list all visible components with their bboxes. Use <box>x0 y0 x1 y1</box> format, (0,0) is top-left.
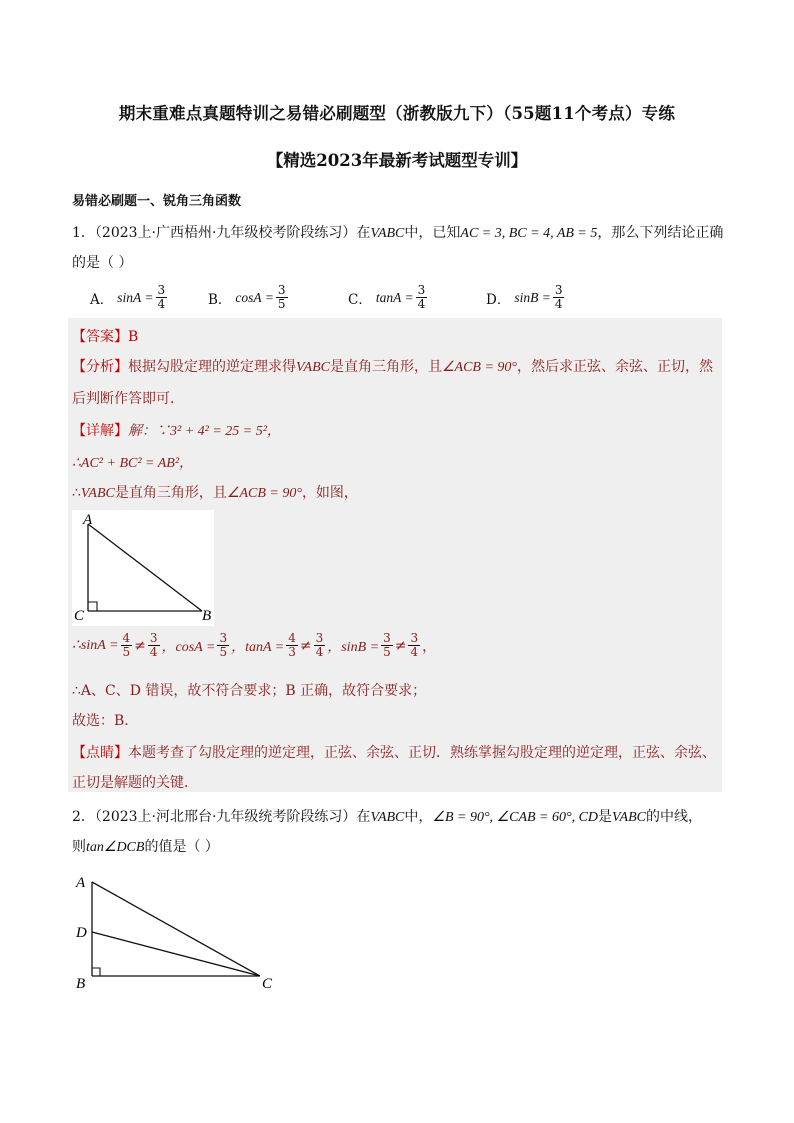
document-subtitle: 【精选2023年最新考试题型专训】 <box>266 151 528 170</box>
fraction: $\frac{3}{5}$ <box>277 283 286 311</box>
answer-line: 【答案】B <box>72 329 139 345</box>
detail-line-6: 故选：B． <box>72 713 139 729</box>
section-heading: 易错必刷题一、锐角三角函数 <box>72 194 242 209</box>
option-b[interactable]: B． cosA = $\frac{3}{5}$ <box>208 283 286 311</box>
vertex-b-label: B <box>202 608 212 624</box>
option-c[interactable]: C． tanA = $\frac{3}{4}$ <box>348 283 426 311</box>
vertex-a-label: A <box>83 512 93 528</box>
question-1-stem: 1．（2023上·广西梧州·九年级校考阶段练习）在VABC中，已知AC = 3, BC = 4, AB = 5，那么下列结论正确 <box>72 225 724 241</box>
vertex-c-label: C <box>262 976 273 992</box>
vertex-b-label: B <box>76 976 86 992</box>
detail-line-5: ∴A、C、D 错误，故不符合要求；B 正确，故符合要求； <box>72 683 427 699</box>
detail-line-2: ∴AC² + BC² = AB²， <box>72 456 194 471</box>
vertex-c-label: C <box>74 608 85 624</box>
option-a[interactable]: A． sinA = $\frac{3}{4}$ <box>90 283 166 311</box>
question-1-stem-line2: 的是（ ） <box>72 255 133 271</box>
detail-line-1: 【详解】解：∵3² + 4² = 25 = 5²， <box>72 423 281 439</box>
comment-line-1: 【点睛】本题考查了勾股定理的逆定理，正弦、余弦、正切．熟练掌握勾股定理的逆定理，正弦、余弦、 <box>72 745 716 761</box>
fraction: $\frac{3}{4}$ <box>157 283 166 311</box>
analysis-line-2: 后判断作答即可． <box>72 391 184 407</box>
question-2-stem: 2．（2023上·河北邢台·九年级统考阶段练习）在VABC中，∠B = 90°, ∠CAB = 60°, CD是VABC的中线， <box>72 809 703 825</box>
option-d[interactable]: D． sinB = $\frac{3}{4}$ <box>486 283 563 311</box>
comment-line-2: 正切是解题的关键． <box>72 775 198 791</box>
vertex-a-label: A <box>76 875 86 891</box>
detail-calc-line: ∴sinA = $\frac{4}{5}$ ≠ $\frac{3}{4}$ ，cosA = $\frac{3}{5}$ ，tanA = $\frac{4}{3}$ ≠ $\frac{3}{4}$ ，sinB = $\frac{3}{5}$ ≠ $\frac{3}{4}$ ， <box>72 631 437 659</box>
fraction: $\frac{3}{4}$ <box>417 283 426 311</box>
detail-line-3: ∴VABC是直角三角形，且∠ACB = 90°，如图， <box>72 485 358 501</box>
vertex-d-label: D <box>76 925 87 941</box>
figure-1-right-triangle <box>72 510 214 626</box>
document-title: 期末重难点真题特训之易错必刷题型（浙教版九下）（55题11个考点）专练 <box>118 104 676 123</box>
analysis-line-1: 【分析】根据勾股定理的逆定理求得VABC是直角三角形，且∠ACB = 90°，然后求正弦、余弦、正切，然 <box>72 359 714 375</box>
figure-2-triangle-with-median <box>72 868 284 998</box>
fraction: $\frac{3}{4}$ <box>554 283 563 311</box>
question-2-stem-line2: 则tan∠DCB的值是（ ） <box>72 839 219 855</box>
